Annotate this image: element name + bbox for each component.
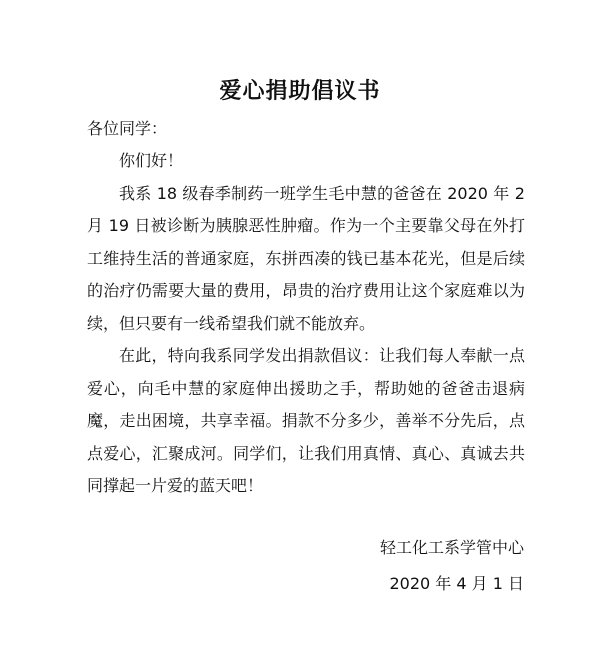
- signature-date: 2020 年 4 月 1 日: [389, 574, 524, 593]
- greeting-paragraph: 你们好！: [119, 151, 184, 170]
- situation-paragraph: 我系 18 级春季制药一班学生毛中慧的爸爸在 2020 年 2 月 19 日被诊断为胰腺恶性肿瘤。作为一个主要靠父母在外打工维持生活的普通家庭，东拼西凑的钱已基本花光，但是后续的治疗仍需要大量的费用，昂贵的治疗费用让这个家庭难以为续，但只要有一线希望我们就不能放弃。: [87, 183, 525, 333]
- salutation: 各位同学：: [87, 119, 168, 138]
- appeal-paragraph: 在此，特向我系同学发出捐款倡议：让我们每人奉献一点爱心，向毛中慧的家庭伸出援助之手，帮助她的爸爸击退病魔，走出困境，共享幸福。捐款不分多少，善举不分先后，点点爱心，汇聚成河。同学们，让我们用真情、真心、真诚去共同撑起一片爱的蓝天吧！: [87, 346, 525, 495]
- signature-block: [380, 530, 524, 602]
- signature-organization: 轻工化工系学管中心: [379, 538, 524, 557]
- document-body: [87, 145, 525, 503]
- document-title: 爱心捐助倡议书: [219, 79, 381, 104]
